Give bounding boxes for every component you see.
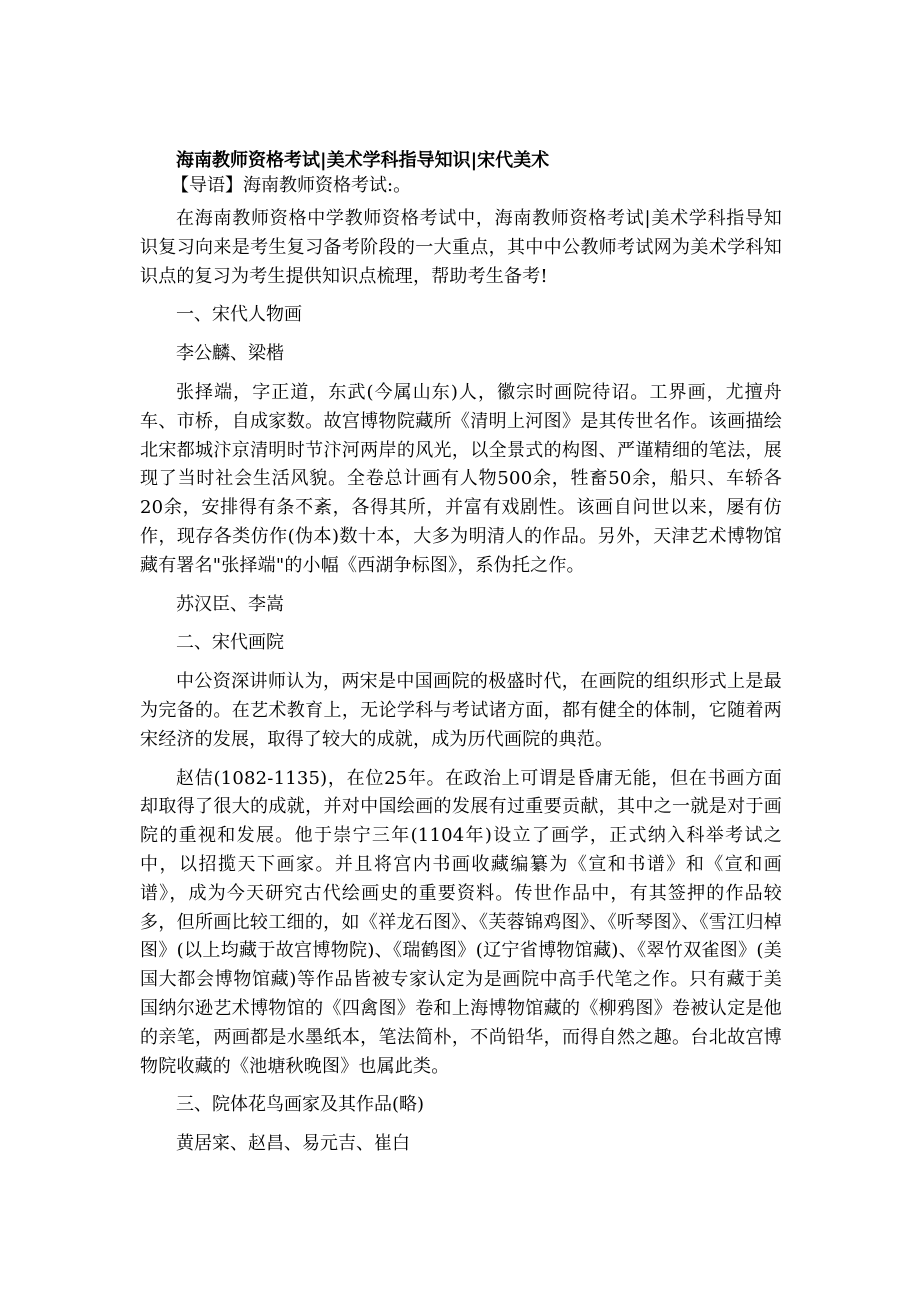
academy-paragraph: 中公资深讲师认为，两宋是中国画院的极盛时代，在画院的组织形式上是最为完备的。在艺术教育上，无论学科与考试诸方面，都有健全的体制，它随着两宋经济的发展，取得了较大的成就，成为历代画院的典范。 — [140, 671, 782, 750]
zhang-zeduan-paragraph: 张择端，字正道，东武(今属山东)人，徽宗时画院待诏。工界画，尤擅舟车、市桥，自成家数。故宫博物院藏所《清明上河图》是其传世名作。该画描绘北宋都城汴京清明时节汴河两岸的风光，以全景式的构图、严谨精细的笔法，展现了当时社会生活风貌。全卷总计画有人物500余，牲畜50余，船只、车轿各20余，安排得有条不紊，各得其所，并富有戏剧性。该画自问世以来，屡有仿作，现存各类仿作(伪本)数十本，大多为明清人的作品。另外，天津艺术博物馆藏有署名"张择端"的小幅《西湖争标图》，系伪托之作。 — [140, 381, 782, 576]
lead-line: 【导语】海南教师资格考试:。 — [171, 175, 412, 196]
section-heading-bird-flower: 三、院体花鸟画家及其作品(略) — [176, 1094, 425, 1116]
painter-names-2: 苏汉臣、李嵩 — [176, 593, 284, 615]
painter-names-3: 黄居寀、赵昌、易元吉、崔白 — [176, 1133, 410, 1155]
document-page — [140, 140, 782, 1159]
painter-names-1: 李公麟、梁楷 — [176, 343, 284, 365]
zhao-ji-paragraph: 赵佶(1082-1135)，在位25年。在政治上可谓是昏庸无能，但在书画方面却取得了很大的成就，并对中国绘画的发展有过重要贡献，其中之一就是对于画院的重视和发展。他于崇宁三年(1104年)设立了画学，正式纳入科举考试之中，以招揽天下画家。并且将宫内书画收藏编纂为《宣和书谱》和《宣和画谱》，成为今天研究古代绘画史的重要资料。传世作品中，有其签押的作品较多，但所画比较工细的，如《祥龙石图》、《芙蓉锦鸡图》、《听琴图》、《雪江归棹图》(以上均藏于故宫博物院)、《瑞鹤图》(辽宁省博物馆藏)、《翠竹双雀图》(美国大都会博物馆藏)等作品皆被专家认定为是画院中高手代笔之作。只有藏于美国纳尔逊艺术博物馆的《四禽图》卷和上海博物馆藏的《柳鸦图》卷被认定是他的亲笔，两画都是水墨纸本，笔法简朴，不尚铅华，而得自然之趣。台北故宫博物院收藏的《池塘秋晚图》也属此类。 — [140, 767, 782, 1077]
document-title: 海南教师资格考试|美术学科指导知识|宋代美术 — [176, 150, 550, 171]
section-heading-academy: 二、宋代画院 — [176, 632, 284, 654]
section-heading-figure-painting: 一、宋代人物画 — [176, 304, 302, 326]
intro-paragraph: 在海南教师资格中学教师资格考试中，海南教师资格考试|美术学科指导知识复习向来是考生复习备考阶段的一大重点，其中中公教师考试网为美术学科知识点的复习为考生提供知识点梳理，帮助考生备考! — [140, 208, 782, 287]
